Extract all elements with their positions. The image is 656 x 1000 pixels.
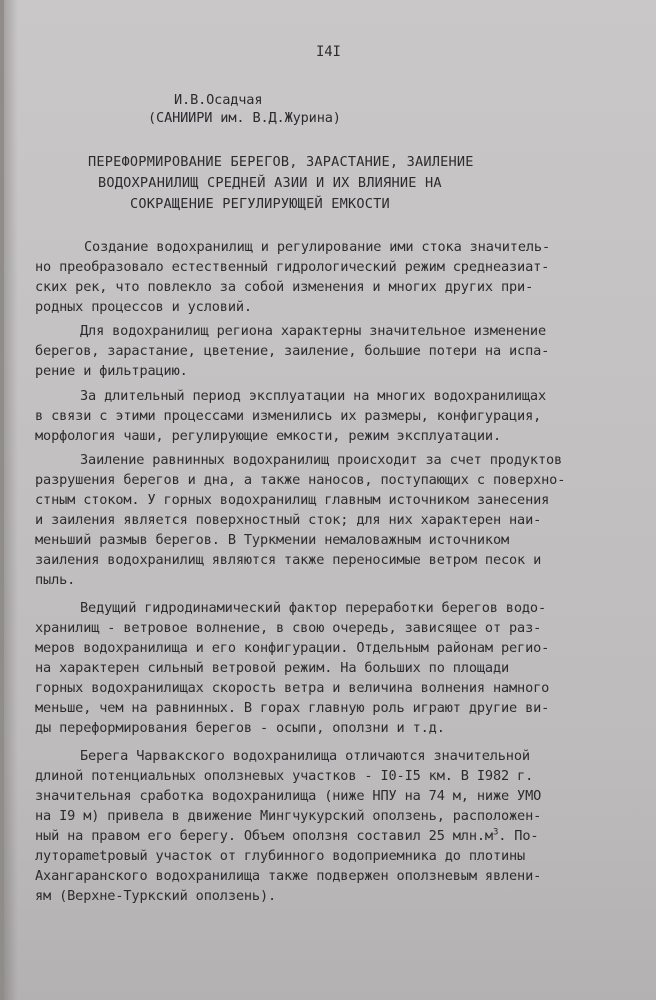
document-page: [4, 0, 656, 1000]
text-line-tail: . По-: [498, 828, 539, 844]
text-line: меньший размыв берегов. В Туркмении немаловажным источником: [35, 532, 510, 548]
text-line: [35, 848, 525, 864]
text-line-body: торametровый участок от глубинного водоприемника до плотины: [51, 848, 526, 864]
text-line-head: лу: [35, 848, 52, 864]
author-name: И.В.Осадчая: [174, 92, 263, 108]
text-line: берегов, зарастание, цветение, заиление, большие потери на испа-: [35, 343, 550, 359]
title-line: ВОДОХРАНИЛИЩ СРЕДНЕЙ АЗИИ И ИХ ВЛИЯНИЕ НА: [98, 175, 442, 191]
text-line: в связи с этими процессами изменились их размеры, конфигурация,: [35, 408, 542, 424]
text-line: ских рек, что повлекло за собой изменения и многих других при-: [35, 279, 534, 295]
text-line: пыль.: [35, 572, 76, 588]
text-line: горных водохранилищах скорость ветра и величина волнения намного: [35, 680, 550, 696]
text-line: ям (Верхне-Туркский оползень).: [35, 888, 277, 904]
text-line: меньше, чем на равнинных. В горах главную роль играют другие ви-: [35, 700, 550, 716]
text-line: стным стоком. У горных водохранилищ главным источником занесения: [35, 492, 550, 508]
text-line: хранилищ - ветровое волнение, в свою очередь, зависящее от раз-: [35, 620, 542, 636]
text-line: [35, 828, 538, 844]
superscript-three: 3: [492, 827, 499, 838]
text-line: рение и фильтрацию.: [35, 363, 188, 379]
text-line: но преобразовало естественный гидрологический режим среднеазиат-: [35, 259, 550, 275]
text-line: Для водохранилищ региона характерны значительное изменение: [80, 323, 546, 339]
text-line: на характерен сильный ветровой режим. На больших по площади: [35, 660, 510, 676]
text-line: меров водохранилища и его конфигурации. Отдельным районам регио-: [35, 640, 550, 656]
text-line: и заиления является поверхностный сток; для них характерен наи-: [35, 512, 542, 528]
text-line: длиной потенциальных оползневых участков - I0-I5 км. В I982 г.: [35, 768, 534, 784]
author-affiliation: (САНИИРИ им. В.Д.Журина): [148, 110, 341, 126]
page-number: I4I: [316, 44, 341, 60]
text-line: За длительный период эксплуатации на многих водохранилищах: [80, 388, 546, 404]
title-line: ПЕРЕФОРМИРОВАНИЕ БЕРЕГОВ, ЗАРАСТАНИЕ, ЗАИЛЕНИЕ: [88, 154, 474, 170]
text-line: Берега Чарвакского водохранилища отличаются значительной: [80, 748, 530, 764]
text-line: родных процессов и условий.: [35, 299, 252, 315]
title-line: СОКРАЩЕНИЕ РЕГУЛИРУЮЩЕЙ ЕМКОСТИ: [130, 196, 390, 212]
text-line: Ведущий гидродинамический фактор переработки берегов водо-: [80, 600, 546, 616]
text-line: Ахангаранского водохранилища также подвержен оползневым явлени-: [35, 868, 542, 884]
text-line-body: ный на правом его берегу. Объем оползня составил 25 млн.м: [35, 828, 493, 844]
text-line: Заиление равнинных водохранилищ происходит за счет продуктов: [80, 452, 563, 468]
text-line: значительная сработка водохранилища (ниже НПУ на 74 м, ниже УМО: [35, 788, 542, 804]
text-line: разрушения берегов и дна, а также наносов, поступающих с поверхно-: [35, 472, 566, 488]
text-line: ды переформирования берегов - осыпи, оползни и т.д.: [35, 720, 445, 736]
text-line: морфология чаши, регулирующие емкости, режим эксплуатации.: [35, 428, 501, 444]
text-line: заиления водохранилищ являются также переносимые ветром песок и: [35, 552, 542, 568]
text-line: Создание водохранилищ и регулирование ими стока значитель-: [84, 239, 550, 255]
text-line: на I9 м) привела в движение Мингчукурский оползень, расположен-: [35, 808, 542, 824]
